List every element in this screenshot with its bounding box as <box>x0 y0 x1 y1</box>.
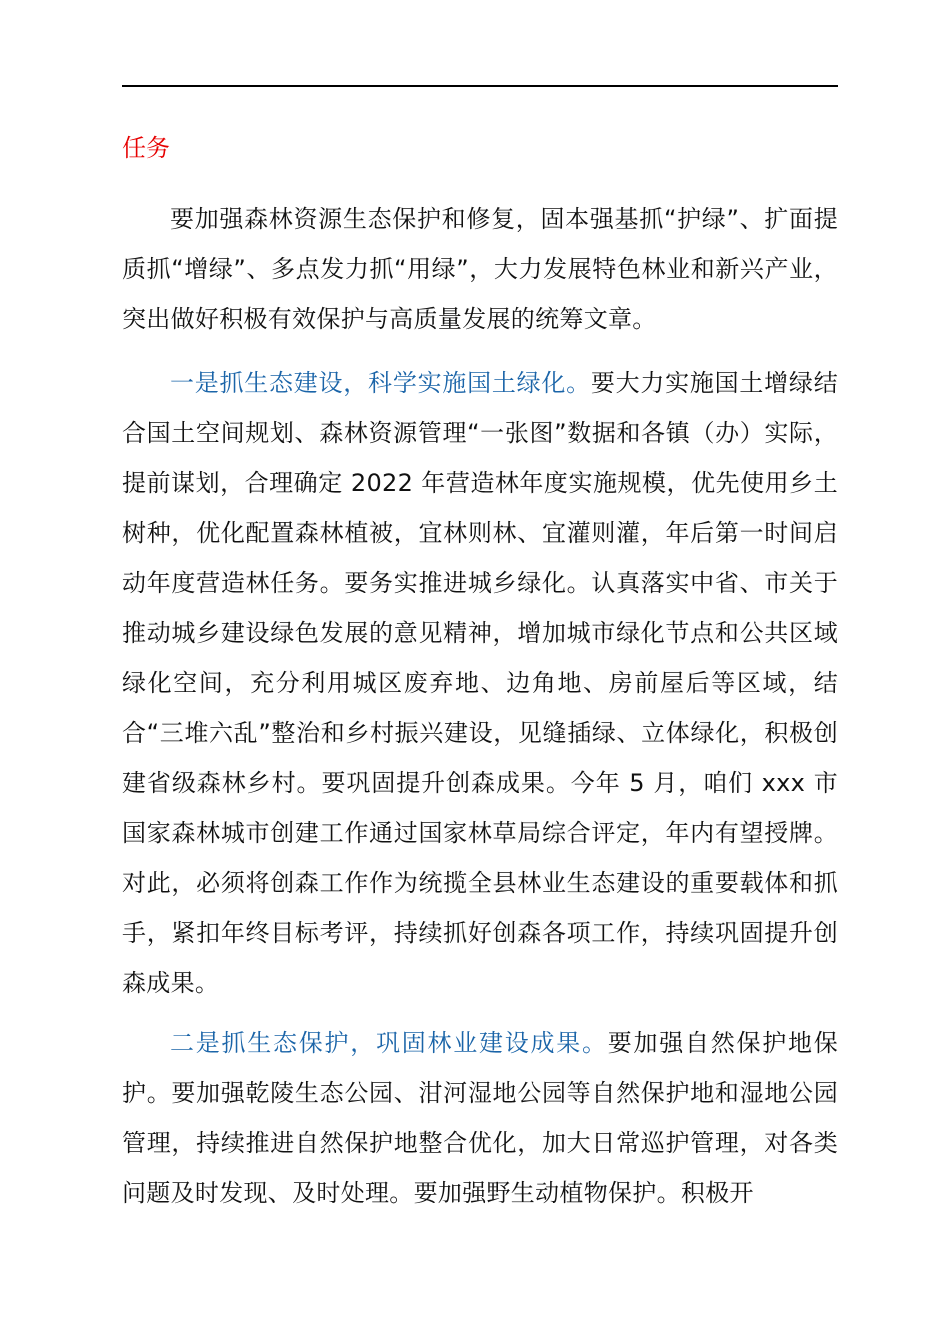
paragraph-body: 要大力实施国土增绿结合国土空间规划、森林资源管理“一张图”数据和各镇（办）实际，提前谋划，合理确定 2022 年营造林年度实施规模，优先使用乡土树种，优化配置森林植被，宜林则林、宜灌则灌，年后第一时间启动年度营造林任务。要务实推进城乡绿化。认真落实中省、市关于推动城乡建设绿色发展的意见精神，增加城市绿化节点和公共区域绿化空间，充分利用城区废弃地、边角地、房前屋后等区域，结合“三堆六乱”整治和乡村振兴建设，见缝插绿、立体绿化，积极创建省级森林乡村。要巩固提升创森成果。今年 5 月，咱们 xxx 市国家森林城市创建工作通过国家林草局综合评定，年内有望授牌。对此，必须将创森工作作为统揽全县林业生态建设的重要载体和抓手，紧扣年终目标考评，持续抓好创森各项工作，持续巩固提升创森成果。 <box>122 369 838 997</box>
paragraph-lead: 一是抓生态建设，科学实施国土绿化。 <box>170 369 591 397</box>
paragraph-body: 要加强森林资源生态保护和修复，固本强基抓“护绿”、扩面提质抓“增绿”、多点发力抓“用绿”，大力发展特色林业和新兴产业，突出做好积极有效保护与高质量发展的统筹文章。 <box>122 205 838 333</box>
paragraph-body: 要加强自然保护地保护。要加强乾陵生态公园、泔河湿地公园等自然保护地和湿地公园管理，持续推进自然保护地整合优化，加大日常巡护管理，对各类问题及时发现、及时处理。要加强野生动植物保护。积极开 <box>122 1029 838 1207</box>
section-heading: 任务 <box>122 134 170 162</box>
header-rule <box>122 85 838 87</box>
paragraph-lead: 二是抓生态保护，巩固林业建设成果。 <box>170 1029 608 1057</box>
paragraph-ecological-protection <box>122 1018 838 1218</box>
paragraph-intro <box>122 194 838 344</box>
paragraph-ecological-construction <box>122 358 838 1008</box>
